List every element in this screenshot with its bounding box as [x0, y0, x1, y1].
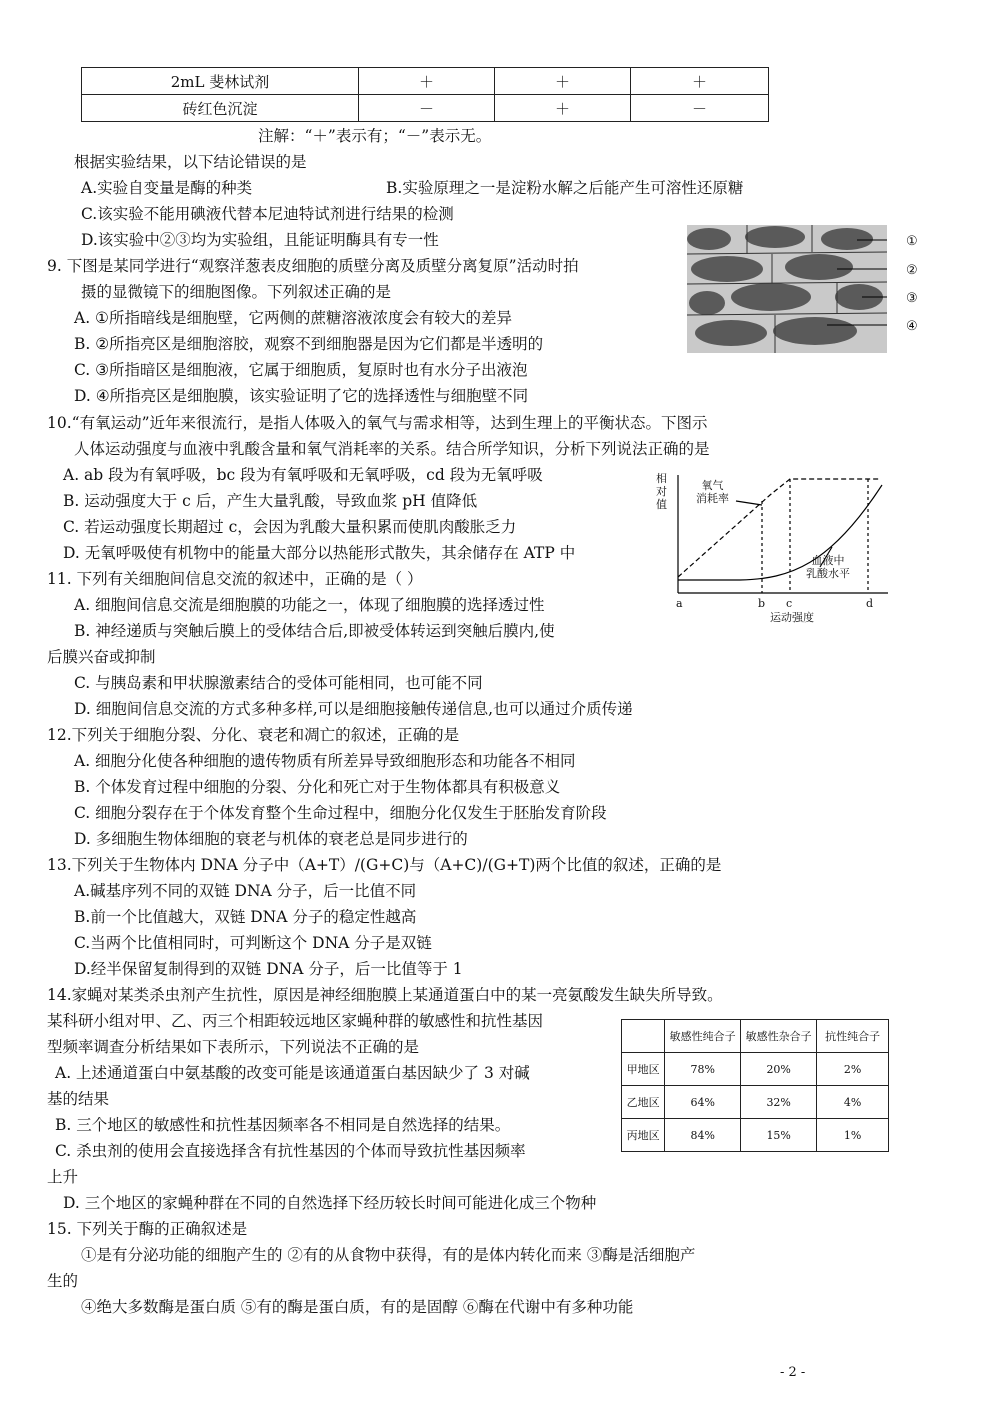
- table-row: 甲地区 78% 20% 2%: [622, 1053, 889, 1086]
- row-label: 砖红色沉淀: [82, 95, 359, 122]
- tick-a: a: [676, 597, 683, 610]
- q12-option-c: C. 细胞分裂存在于个体发育整个生命过程中，细胞分化仅发生于胚胎发育阶段: [74, 804, 607, 822]
- graph-ylabel: 相 对 值: [656, 472, 667, 511]
- reagent-table: [81, 67, 769, 122]
- oxygen-label: 氧气 消耗率: [696, 479, 729, 505]
- table-row: 敏感性纯合子 敏感性杂合子 抗性纯合子: [622, 1020, 889, 1053]
- q10-option-d: D. 无氧呼吸使有机物中的能量大部分以热能形式散失，其余储存在 ATP 中: [63, 544, 576, 562]
- q15-options-2: ④绝大多数酶是蛋白质 ⑤有的酶是蛋白质，有的是固醇 ⑥酶在代谢中有多种功能: [81, 1298, 634, 1316]
- q12-option-a: A. 细胞分化使各种细胞的遗传物质有所差异导致细胞形态和功能各不相同: [74, 752, 576, 770]
- q11-stem: 11. 下列有关细胞间信息交流的叙述中，正确的是（ ）: [47, 570, 423, 588]
- page-number: - 2 -: [780, 1365, 806, 1380]
- q14-option-a-1: A. 上述通道蛋白中氨基酸的改变可能是该通道蛋白基因缺少了 3 对碱: [55, 1064, 530, 1082]
- table-row: [82, 68, 769, 95]
- q11-option-a: A. 细胞间信息交流是细胞膜的功能之一，体现了细胞膜的选择透过性: [74, 596, 545, 614]
- q14-stem-1: 14.家蝇对某类杀虫剂产生抗性，原因是神经细胞膜上某通道蛋白中的某一亮氨酸发生缺失所导致。: [47, 986, 723, 1004]
- q13-option-c: C.当两个比值相同时，可判断这个 DNA 分子是双链: [74, 934, 432, 952]
- label-1: ①: [906, 234, 918, 249]
- row-label: 2mL 斐林试剂: [82, 68, 359, 95]
- table-cell: －: [631, 95, 769, 122]
- q14-option-c-2: 上升: [47, 1168, 79, 1186]
- table-note: 注解：“＋”表示有；“－”表示无。: [258, 127, 492, 145]
- q9-option-c: C. ③所指暗区是细胞液，它属于细胞质，复原时也有水分子出液泡: [74, 361, 528, 379]
- gene-frequency-table: [621, 1019, 889, 1152]
- q11-option-d: D. 细胞间信息交流的方式多种多样,可以是细胞接触传递信息,也可以通过介质传递: [74, 700, 633, 718]
- q11-option-b-1: B. 神经递质与突触后膜上的受体结合后,即被受体转运到突触后膜内,使: [74, 622, 555, 640]
- q8-option-d: D.该实验中②③均为实验组，且能证明酶具有专一性: [81, 231, 439, 249]
- q9-option-b: B. ②所指亮区是细胞溶胶，观察不到细胞器是因为它们都是半透明的: [74, 335, 544, 353]
- q15-options-1: ①是有分泌功能的细胞产生的 ②有的从食物中获得，有的是体内转化而来 ③酶是活细胞产: [81, 1246, 696, 1264]
- q14-option-b: B. 三个地区的敏感性和抗性基因频率各不相同是自然选择的结果。: [55, 1116, 511, 1134]
- tick-d: d: [866, 597, 874, 610]
- onion-cell-micrograph: [687, 225, 887, 353]
- q11-option-c: C. 与胰岛素和甲状腺激素结合的受体可能相同，也可能不同: [74, 674, 483, 692]
- lactate-label: 血液中 乳酸水平: [806, 554, 850, 580]
- q9-stem-1: 9. 下图是某同学进行“观察洋葱表皮细胞的质壁分离及质壁分离复原”活动时拍: [47, 257, 579, 275]
- tick-b: b: [758, 597, 766, 610]
- table-cell: ＋: [495, 68, 631, 95]
- q8-stem: 根据实验结果，以下结论错误的是: [74, 153, 307, 171]
- table-row: 丙地区 84% 15% 1%: [622, 1119, 889, 1152]
- table-cell: ＋: [495, 95, 631, 122]
- q9-option-a: A. ①所指暗线是细胞壁，它两侧的蔗糖溶液浓度会有较大的差异: [74, 309, 512, 327]
- table-cell: ＋: [631, 68, 769, 95]
- q9-stem-2: 摄的显微镜下的细胞图像。下列叙述正确的是: [81, 283, 392, 301]
- q12-stem: 12.下列关于细胞分裂、分化、衰老和凋亡的叙述，正确的是: [47, 726, 460, 744]
- tick-c: c: [786, 597, 793, 610]
- q14-option-c-1: C. 杀虫剂的使用会直接选择含有抗性基因的个体而导致抗性基因频率: [55, 1142, 526, 1160]
- q13-option-d: D.经半保留复制得到的双链 DNA 分子，后一比值等于 1: [74, 960, 463, 978]
- table-row: [82, 95, 769, 122]
- label-3: ③: [906, 291, 918, 306]
- q14-stem-2: 某科研小组对甲、乙、丙三个相距较远地区家蝇种群的敏感性和抗性基因: [47, 1012, 544, 1030]
- q10-option-b: B. 运动强度大于 c 后，产生大量乳酸，导致血浆 pH 值降低: [63, 492, 478, 510]
- label-4: ④: [906, 319, 918, 334]
- q10-stem-1: 10.“有氧运动”近年来很流行，是指人体吸入的氧气与需求相等，达到生理上的平衡状态。下图示: [47, 414, 708, 432]
- q10-option-a: A. ab 段为有氧呼吸，bc 段为有氧呼吸和无氧呼吸，cd 段为无氧呼吸: [63, 466, 543, 484]
- q10-stem-2: 人体运动强度与血液中乳酸含量和氧气消耗率的关系。结合所学知识，分析下列说法正确的是: [74, 440, 710, 458]
- q15-options-1b: 生的: [47, 1272, 79, 1290]
- table-cell: －: [359, 95, 495, 122]
- label-2: ②: [906, 263, 918, 278]
- q12-option-d: D. 多细胞生物体细胞的衰老与机体的衰老总是同步进行的: [74, 830, 468, 848]
- table-cell: ＋: [359, 68, 495, 95]
- q12-option-b: B. 个体发育过程中细胞的分裂、分化和死亡对于生物体都具有积极意义: [74, 778, 561, 796]
- q8-option-b: B.实验原理之一是淀粉水解之后能产生可溶性还原糖: [386, 179, 744, 197]
- q13-stem: 13.下列关于生物体内 DNA 分子中（A+T）/(G+C)与（A+C)/(G+T)两个比值的叙述，正确的是: [47, 856, 722, 874]
- q8-option-c: C.该实验不能用碘液代替本尼迪特试剂进行结果的检测: [81, 205, 454, 223]
- q14-stem-3: 型频率调查分析结果如下表所示，下列说法不正确的是: [47, 1038, 420, 1056]
- q14-option-a-2: 基的结果: [47, 1090, 110, 1108]
- graph-xlabel: 运动强度: [770, 611, 814, 624]
- q10-option-c: C. 若运动强度长期超过 c，会因为乳酸大量积累而使肌肉酸胀乏力: [63, 518, 517, 536]
- table-row: 乙地区 64% 32% 4%: [622, 1086, 889, 1119]
- q13-option-a: A.碱基序列不同的双链 DNA 分子，后一比值不同: [74, 882, 417, 900]
- q11-option-b-2: 后膜兴奋或抑制: [47, 648, 156, 666]
- q14-option-d: D. 三个地区的家蝇种群在不同的自然选择下经历较长时间可能进化成三个物种: [63, 1194, 597, 1212]
- q9-option-d: D. ④所指亮区是细胞膜，该实验证明了它的选择透性与细胞壁不同: [74, 387, 529, 405]
- q15-stem: 15. 下列关于酶的正确叙述是: [47, 1220, 248, 1238]
- q13-option-b: B.前一个比值越大，双链 DNA 分子的稳定性越高: [74, 908, 417, 926]
- q8-option-a: A.实验自变量是酶的种类: [81, 179, 253, 197]
